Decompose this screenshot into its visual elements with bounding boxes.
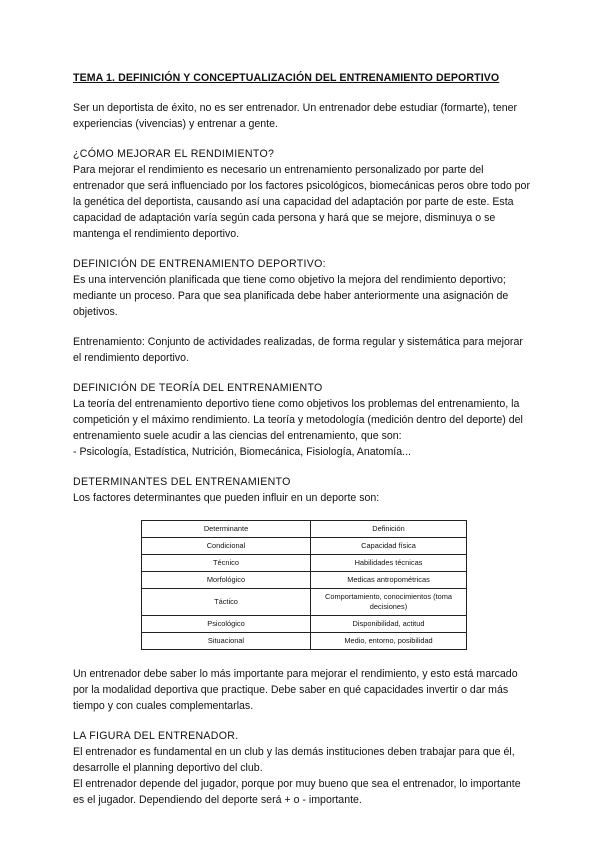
table-header-row bbox=[142, 521, 467, 538]
section-body-figura-2: El entrenador depende del jugador, porque por muy bueno que sea el entrenador, lo importante es el jugador. Dependiendo del deporte será + o - importante. bbox=[73, 778, 521, 806]
table-cell-determinante: Técnico bbox=[142, 555, 311, 572]
section-body-after-table: Un entrenador debe saber lo más importante para mejorar el rendimiento, y esto está marcado por la modalidad deportiva que practique. Debe saber en qué capacidades invertir o dar más tiempo y con cuales complementarlas. bbox=[73, 668, 518, 712]
table-header-determinante: Determinante bbox=[142, 521, 311, 538]
table-cell-definicion: Disponibilidad, actitud bbox=[311, 616, 467, 633]
section-body-teoria: La teoría del entrenamiento deportivo tiene como objetivos los problemas del entrenamiento, la competición y el máximo rendimiento. La teoría y metodología (medición dentro del deporte) del entrenamiento suele acudir a las ciencias del entrenamiento, que son: bbox=[73, 398, 523, 442]
document-content bbox=[73, 70, 533, 808]
table-row bbox=[142, 538, 467, 555]
table-header-definicion: Definición bbox=[311, 521, 467, 538]
section-body-entrenamiento: Entrenamiento: Conjunto de actividades realizadas, de forma regular y sistemática para mejorar el rendimiento deportivo. bbox=[73, 336, 523, 364]
section-heading-figura: LA FIGURA DEL ENTRENADOR. bbox=[73, 730, 239, 742]
table-cell-determinante: Situacional bbox=[142, 633, 311, 650]
table-cell-determinante: Psicológico bbox=[142, 616, 311, 633]
section-body-definicion: Es una intervención planificada que tiene como objetivo la mejora del rendimiento deportivo; mediante un proceso. Para que sea planificada debe haber anteriormente una asignación de objetivos. bbox=[73, 274, 509, 318]
intro-paragraph: Ser un deportista de éxito, no es ser entrenador. Un entrenador debe estudiar (formarte), tener experiencias (vivencias) y entrenar a gente. bbox=[73, 102, 518, 130]
table-row bbox=[142, 633, 467, 650]
section-heading-teoria: DEFINICIÓN DE TEORÍA DEL ENTRENAMIENTO bbox=[73, 382, 323, 394]
determinantes-table bbox=[141, 520, 467, 650]
table-cell-definicion: Medio, entorno, posibilidad bbox=[311, 633, 467, 650]
section-heading-determinantes: DETERMINANTES DEL ENTRENAMIENTO bbox=[73, 476, 291, 488]
table-cell-determinante: Morfológico bbox=[142, 572, 311, 589]
table-row bbox=[142, 555, 467, 572]
section-body-mejorar: Para mejorar el rendimiento es necesario un entrenamiento personalizado por parte del entrenador que será influenciado por los factores psicológicos, biomecánicas peros obre todo por la genética del deportista, causando así una capacidad del adaptación por parte de este. Esta capacidad de adaptación varía según cada persona y hará que se mejore, disminuya o se mantenga el rendimiento deportivo. bbox=[73, 164, 530, 240]
table-cell-definicion: Medicas antropométricas bbox=[311, 572, 467, 589]
table-row bbox=[142, 572, 467, 589]
table-cell-determinante: Táctico bbox=[142, 589, 311, 616]
table-row bbox=[142, 616, 467, 633]
section-heading-definicion: DEFINICIÓN DE ENTRENAMIENTO DEPORTIVO: bbox=[73, 258, 326, 270]
table-cell-definicion: Habilidades técnicas bbox=[311, 555, 467, 572]
table-row bbox=[142, 589, 467, 616]
document-title: TEMA 1. DEFINICIÓN Y CONCEPTUALIZACIÓN DEL ENTRENAMIENTO DEPORTIVO bbox=[73, 72, 500, 84]
section-body-figura: El entrenador es fundamental en un club y las demás instituciones deben trabajar para que él, desarrolle el planning deportivo del club. bbox=[73, 746, 515, 774]
section-heading-mejorar: ¿CÓMO MEJORAR EL RENDIMIENTO? bbox=[73, 148, 275, 160]
table-cell-definicion: Comportamiento, conocimientos (toma decisiones) bbox=[311, 589, 467, 616]
table-cell-determinante: Condicional bbox=[142, 538, 311, 555]
sciences-list: - Psicología, Estadística, Nutrición, Biomecánica, Fisiología, Anatomía... bbox=[73, 446, 411, 458]
section-body-determinantes: Los factores determinantes que pueden influir en un deporte son: bbox=[73, 492, 380, 504]
table-cell-definicion: Capacidad física bbox=[311, 538, 467, 555]
